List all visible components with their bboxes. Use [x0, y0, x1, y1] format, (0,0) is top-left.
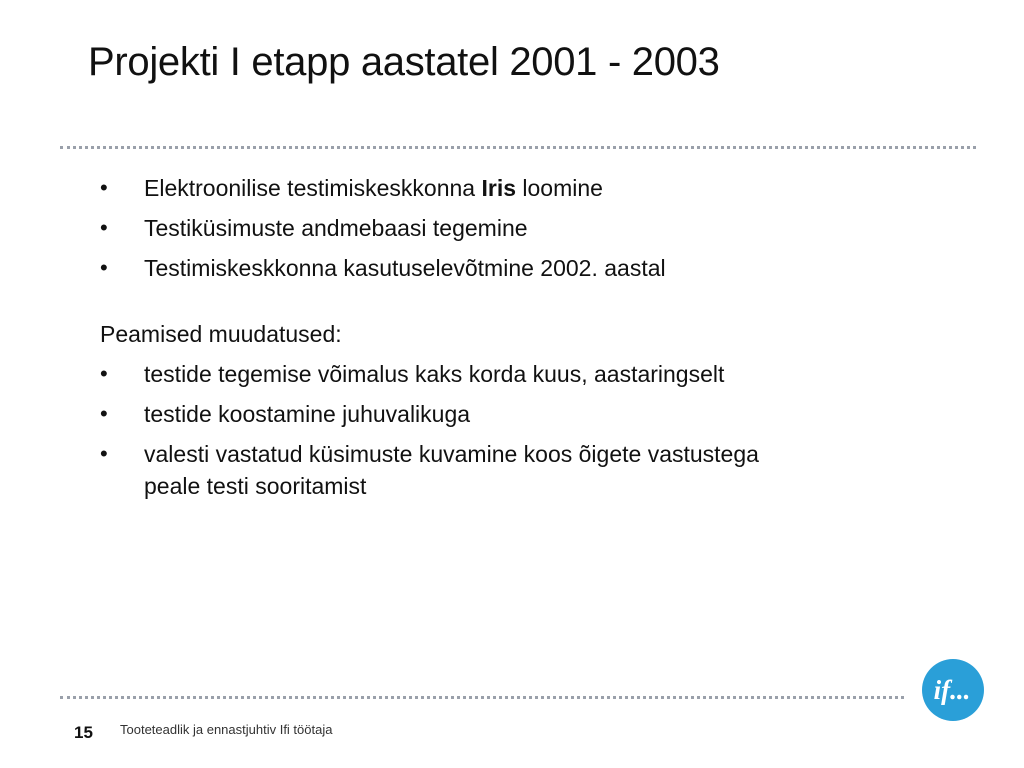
- logo-text: if...: [933, 675, 971, 705]
- bullet-text: testide koostamine juhuvalikuga: [144, 401, 471, 427]
- slide-title: Projekti I etapp aastatel 2001 - 2003: [88, 40, 720, 84]
- list-item: [100, 172, 920, 204]
- bottom-divider: [60, 696, 904, 699]
- bullet-icon: •: [100, 401, 108, 426]
- bullet-icon: •: [100, 361, 108, 386]
- bullet-text: Testimiskeskkonna kasutuselevõtmine 2002. aastal: [144, 255, 666, 281]
- slide-body: [100, 172, 920, 510]
- bullet-text-part: Elektroonilise testimiskeskkonna: [144, 175, 482, 201]
- bullet-text-part: loomine: [516, 175, 603, 201]
- bullet-text: testide tegemise võimalus kaks korda kuus, aastaringselt: [144, 361, 725, 387]
- list-item: [100, 398, 920, 430]
- top-divider: [60, 146, 976, 149]
- bullet-icon: •: [100, 255, 108, 280]
- bullet-text: Testiküsimuste andmebaasi tegemine: [144, 215, 528, 241]
- bullet-icon: •: [100, 441, 108, 466]
- primary-bullet-list: [100, 172, 920, 284]
- bullet-icon: •: [100, 215, 108, 240]
- page-number: 15: [74, 723, 93, 742]
- secondary-bullet-list: [100, 358, 920, 502]
- list-item: [100, 438, 784, 502]
- bullet-icon: •: [100, 175, 108, 200]
- bullet-text-bold: Iris: [481, 175, 517, 201]
- bullet-text: valesti vastatud küsimuste kuvamine koos õigete vastustega peale testi sooritamist: [144, 441, 759, 499]
- list-item: [100, 212, 920, 244]
- list-item: [100, 252, 920, 284]
- footer-text: Tooteteadlik ja ennastjuhtiv Ifi töötaja: [120, 722, 333, 737]
- if-logo-icon: [922, 659, 984, 721]
- list-item: [100, 358, 920, 390]
- section-heading: Peamised muudatused:: [100, 321, 342, 347]
